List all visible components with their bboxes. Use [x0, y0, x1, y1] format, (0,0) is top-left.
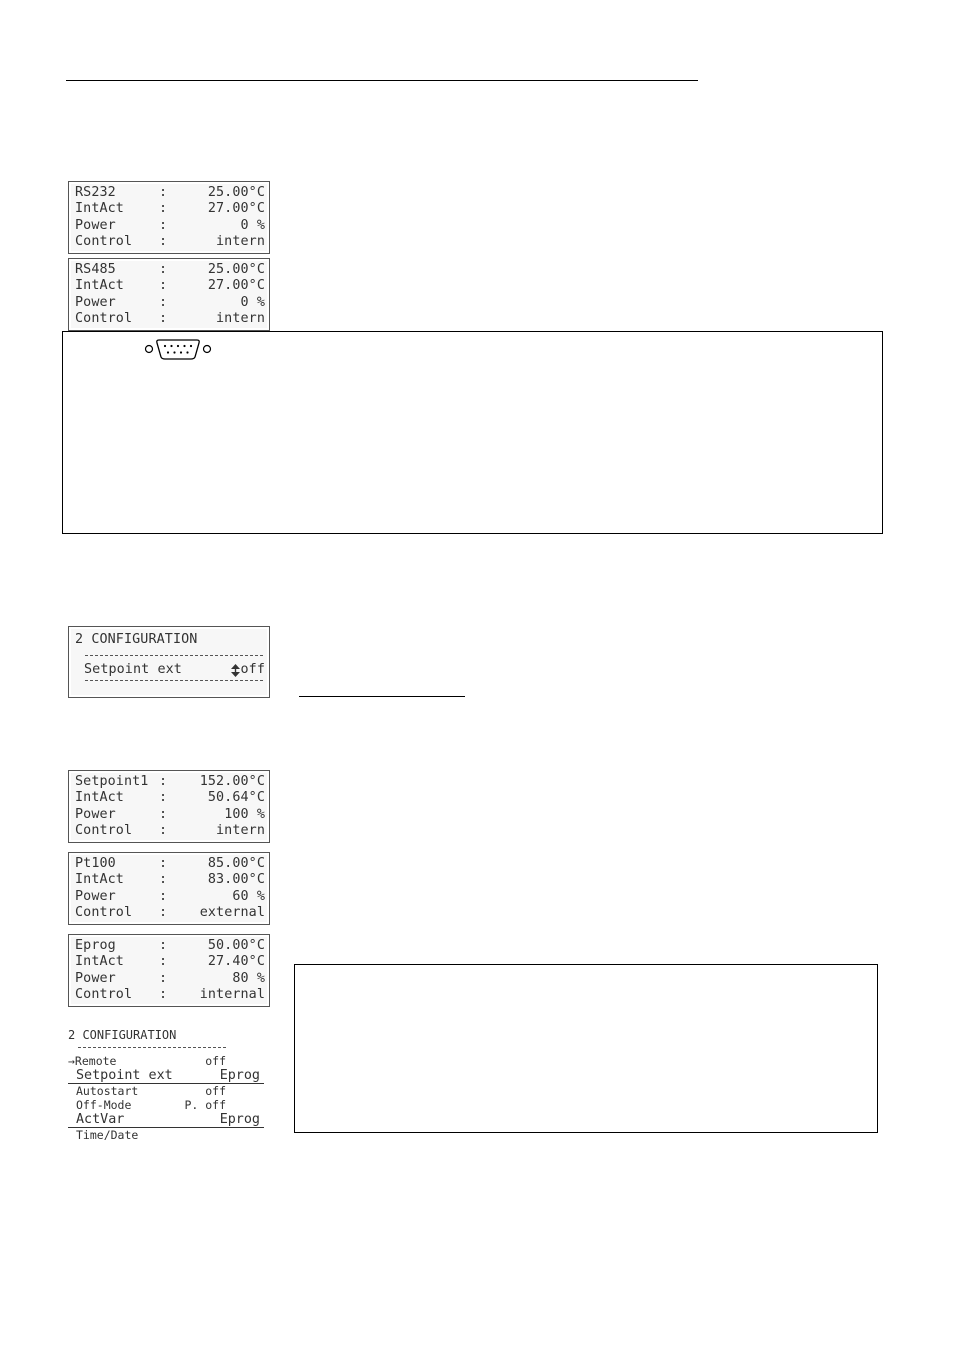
- lcd-display-pt100: [68, 852, 270, 925]
- config-menu-item-off-mode: Off-Mode P. off: [76, 1098, 226, 1112]
- config-menu-item-actvar: ActVar Eprog: [68, 1112, 264, 1128]
- lcd-display-rs485: [68, 258, 270, 331]
- config-menu-title: 2 CONFIGURATION: [68, 1028, 177, 1042]
- lcd-row: IntAct : 50.64°C: [75, 790, 265, 806]
- dashed-divider: [85, 680, 263, 681]
- lcd-row: Pt100 : 85.00°C: [75, 856, 265, 871]
- config-item-setpoint-ext: Setpoint ext off: [84, 662, 265, 678]
- lcd-row: Control : intern: [75, 234, 265, 250]
- underline-rule: [299, 696, 465, 697]
- lcd-row: Power : 0 %: [75, 294, 265, 310]
- config-menu: [68, 1028, 268, 1142]
- lcd-row: RS232 : 25.00°C: [75, 185, 265, 200]
- lcd-row: Power : 100 %: [75, 806, 265, 822]
- lcd-display-setpoint1: [68, 770, 270, 843]
- header-rule: [66, 80, 698, 81]
- connector-info-box: [62, 331, 883, 534]
- lcd-display-eprog: [68, 934, 270, 1007]
- lcd-row: Power : 0 %: [75, 217, 265, 233]
- dashed-divider: [85, 655, 263, 656]
- config-menu-item-autostart: Autostart off: [76, 1084, 226, 1098]
- lcd-row: IntAct : 27.40°C: [75, 954, 265, 970]
- lcd-row: IntAct : 27.00°C: [75, 278, 265, 294]
- config-menu-item-remote: →Remote off: [68, 1054, 226, 1068]
- lcd-row: Setpoint1 : 152.00°C: [75, 774, 265, 789]
- lcd-display-rs232: [68, 181, 270, 254]
- config-menu-item-time-date: Time/Date: [76, 1128, 139, 1142]
- lcd-row: Power : 60 %: [75, 888, 265, 904]
- sub-d-connector-icon: [143, 336, 219, 362]
- lcd-row: Control : internal: [75, 987, 265, 1003]
- lcd-row: Eprog : 50.00°C: [75, 938, 265, 953]
- info-box: [294, 964, 878, 1133]
- lcd-row: Control : intern: [75, 311, 265, 327]
- lcd-row: IntAct : 27.00°C: [75, 201, 265, 217]
- lcd-config-setpoint: [68, 626, 270, 698]
- lcd-row: RS485 : 25.00°C: [75, 262, 265, 277]
- lcd-row: Control : external: [75, 905, 265, 921]
- lcd-row: Power : 80 %: [75, 970, 265, 986]
- lcd-row: IntAct : 83.00°C: [75, 872, 265, 888]
- config-title: 2 CONFIGURATION: [75, 632, 198, 647]
- config-menu-item-setpoint-ext: Setpoint ext Eprog: [68, 1068, 264, 1084]
- dashed-divider: [78, 1047, 226, 1048]
- config-item-value: off: [182, 662, 265, 678]
- up-down-arrow-icon: [231, 664, 240, 677]
- lcd-row: Control : intern: [75, 823, 265, 839]
